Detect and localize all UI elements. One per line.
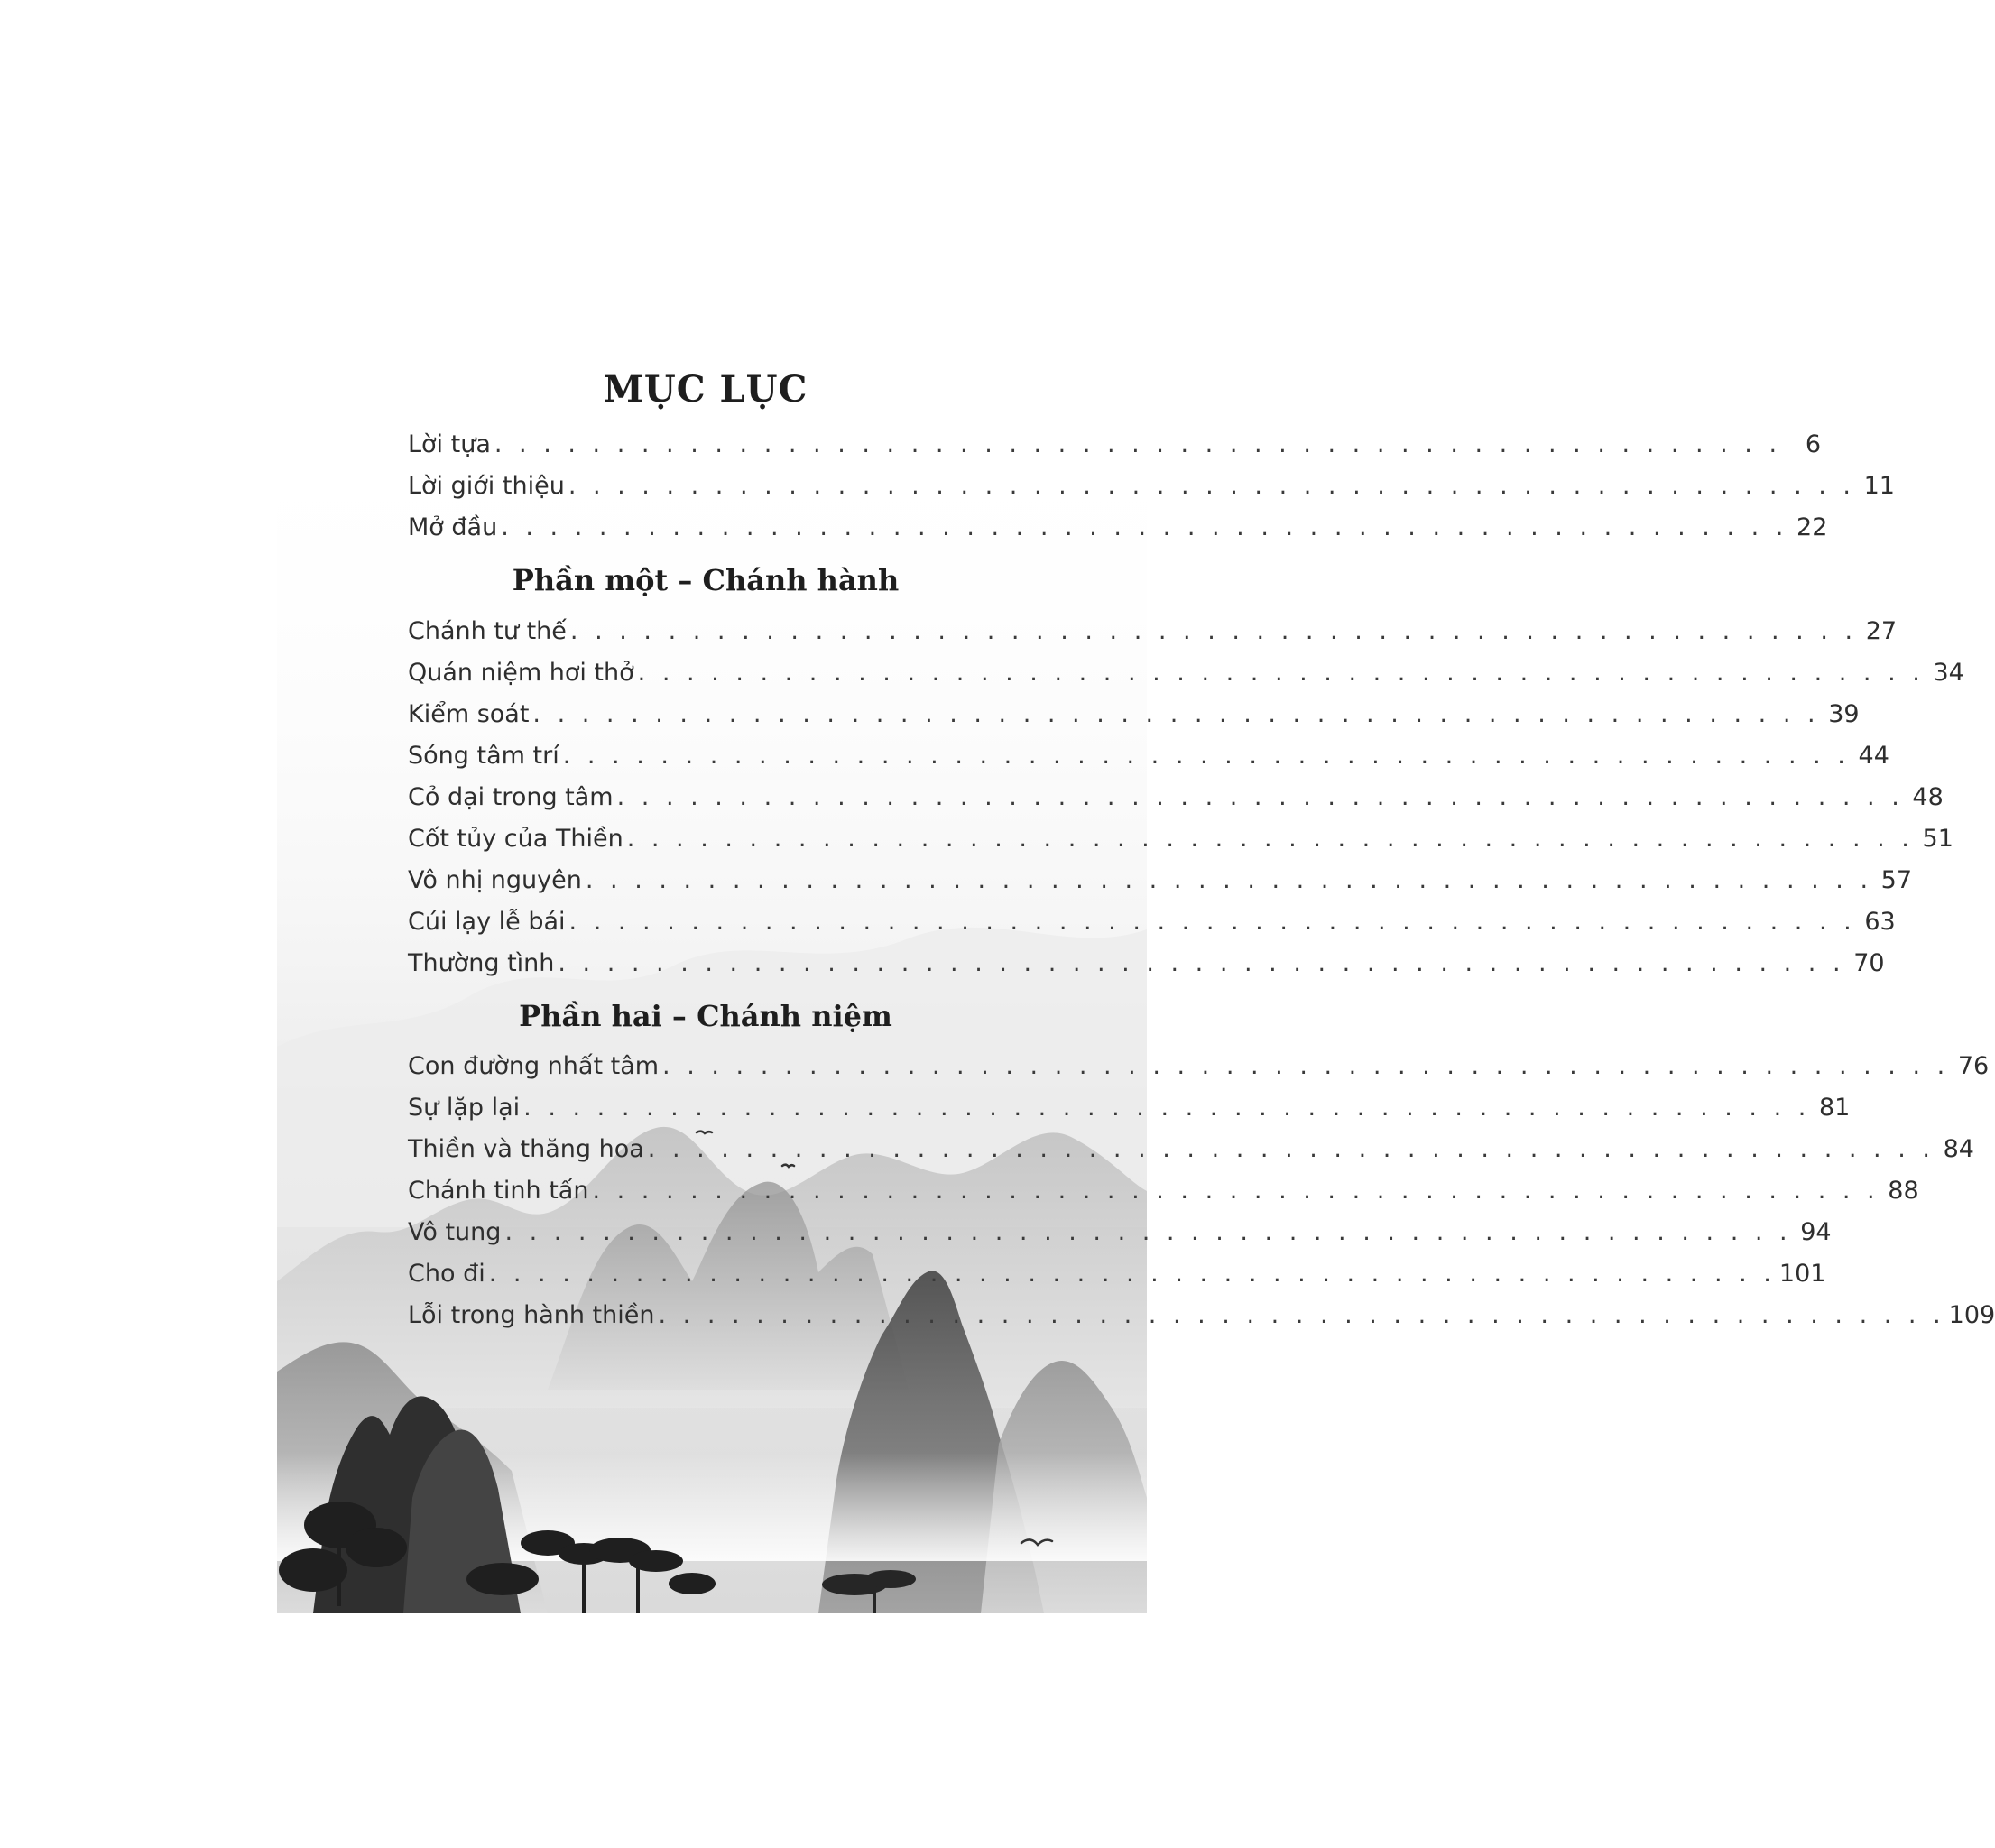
toc-entry-page: 11 <box>1863 472 1895 500</box>
dot-leader: . . . . . . . . . . . . . . . . . . . . . . . . . . . . . . . . . . . . . . . . . . . . . . . . . . . . . <box>647 1135 1935 1163</box>
toc-entry-page: 34 <box>1933 659 1964 687</box>
toc-entry[interactable] <box>408 1135 1974 1171</box>
toc-entry-label: Kiểm soát <box>408 700 530 728</box>
toc-entry[interactable] <box>408 783 1944 819</box>
dot-leader: . . . . . . . . . . . . . . . . . . . . . . . . . . . . . . . . . . . . . . . . . . . . . . . . . . . . . <box>658 1301 1945 1329</box>
toc-entry[interactable] <box>408 659 1964 695</box>
toc-entry-page: 109 <box>1948 1301 1995 1329</box>
toc-entry[interactable] <box>408 1177 1919 1213</box>
toc-entry-label: Lời tựa <box>408 430 491 458</box>
toc-entry[interactable] <box>408 825 1953 861</box>
toc-entry-page: 94 <box>1800 1218 1832 1246</box>
toc-entry[interactable] <box>408 1260 1826 1296</box>
toc-entry[interactable] <box>408 1094 1851 1130</box>
toc-entry-label: Lời giới thiệu <box>408 472 565 500</box>
toc-entry[interactable] <box>408 908 1896 944</box>
toc-entry-label: Cốt tủy của Thiền <box>408 825 623 853</box>
toc-entry-label: Sự lặp lại <box>408 1094 521 1122</box>
dot-leader: . . . . . . . . . . . . . . . . . . . . . . . . . . . . . . . . . . . . . . . . . . . . . . . . . . . . . <box>488 1260 1776 1288</box>
toc-entry-label: Thường tình <box>408 949 555 977</box>
dot-leader: . . . . . . . . . . . . . . . . . . . . . . . . . . . . . . . . . . . . . . . . . . . . . . . . . . . . . <box>501 513 1788 541</box>
section-title-part-two: Phần hai – Chánh niệm <box>519 999 892 1033</box>
dot-leader: . . . . . . . . . . . . . . . . . . . . . . . . . . . . . . . . . . . . . . . . . . . . . . . . . . . . . <box>637 659 1925 687</box>
toc-entry-page: 57 <box>1880 866 1913 894</box>
toc-entry[interactable] <box>408 430 1822 467</box>
dot-leader: . . . . . . . . . . . . . . . . . . . . . . . . . . . . . . . . . . . . . . . . . . . . . . . . . . . . . <box>558 949 1845 977</box>
dot-leader: . . . . . . . . . . . . . . . . . . . . . . . . . . . . . . . . . . . . . . . . . . . . . . . . . . . . . <box>585 866 1873 894</box>
toc-entry-page: 39 <box>1828 700 1860 728</box>
toc-entry-label: Con đường nhất tâm <box>408 1052 660 1080</box>
toc-entry-page: 84 <box>1943 1135 1974 1163</box>
toc-entry-page: 70 <box>1853 949 1885 977</box>
toc-entry-page: 63 <box>1864 908 1896 936</box>
dot-leader: . . . . . . . . . . . . . . . . . . . . . . . . . . . . . . . . . . . . . . . . . . . . . . . . . . . . . <box>523 1094 1811 1122</box>
dot-leader: . . . . . . . . . . . . . . . . . . . . . . . . . . . . . . . . . . . . . . . . . . . . . . . . . . . . . <box>568 908 1856 936</box>
dot-leader: . . . . . . . . . . . . . . . . . . . . . . . . . . . . . . . . . . . . . . . . . . . . . . . . . . . . . <box>532 700 1820 728</box>
toc-entry-label: Vô tung <box>408 1218 502 1246</box>
toc-entry-label: Quán niệm hơi thở <box>408 659 634 687</box>
toc-entry-page: 76 <box>1957 1052 1990 1080</box>
toc-entry[interactable] <box>408 700 1860 736</box>
section-title-part-one: Phần một – Chánh hành <box>512 563 900 597</box>
toc-entry[interactable] <box>408 742 1889 778</box>
toc-entry-label: Cỏ dại trong tâm <box>408 783 614 811</box>
dot-leader: . . . . . . . . . . . . . . . . . . . . . . . . . . . . . . . . . . . . . . . . . . . . . . . . . . . . . <box>568 472 1855 500</box>
toc-entry[interactable] <box>408 1218 1832 1254</box>
dot-leader: . . . . . . . . . . . . . . . . . . . . . . . . . . . . . . . . . . . . . . . . . . . . . . . . . . . . . <box>626 825 1914 853</box>
toc-entry[interactable] <box>408 1301 1995 1337</box>
toc-entry-label: Chánh tư thế <box>408 617 567 645</box>
toc-entry-page: 27 <box>1865 617 1898 645</box>
toc-entry[interactable] <box>408 1052 1990 1088</box>
toc-entry-page: 101 <box>1778 1260 1826 1288</box>
toc-entry-label: Sóng tâm trí <box>408 742 559 770</box>
toc-entry[interactable] <box>408 617 1898 653</box>
dot-leader: . . . . . . . . . . . . . . . . . . . . . . . . . . . . . . . . . . . . . . . . . . . . . . . . . . . . . <box>662 1052 1950 1080</box>
dot-leader: . . . . . . . . . . . . . . . . . . . . . . . . . . . . . . . . . . . . . . . . . . . . . . . . . . . . . <box>616 783 1904 811</box>
toc-entry-label: Cho đi <box>408 1260 485 1288</box>
toc-entry-page: 44 <box>1858 742 1889 770</box>
dot-leader: . . . . . . . . . . . . . . . . . . . . . . . . . . . . . . . . . . . . . . . . . . . . . . . . . . . . . <box>592 1177 1880 1205</box>
dot-leader: . . . . . . . . . . . . . . . . . . . . . . . . . . . . . . . . . . . . . . . . . . . . . . . . . . . . . <box>494 430 1782 458</box>
toc-entry-label: Chánh tinh tấn <box>408 1177 589 1205</box>
toc-entry-label: Vô nhị nguyên <box>408 866 582 894</box>
toc-entry[interactable] <box>408 866 1913 902</box>
toc-entry-page: 81 <box>1818 1094 1851 1122</box>
toc-entry[interactable] <box>408 513 1828 550</box>
dot-leader: . . . . . . . . . . . . . . . . . . . . . . . . . . . . . . . . . . . . . . . . . . . . . . . . . . . . . <box>504 1218 1792 1246</box>
toc-entry[interactable] <box>408 949 1885 985</box>
toc-entry-page: 88 <box>1888 1177 1919 1205</box>
toc-entry-label: Cúi lạy lễ bái <box>408 908 566 936</box>
dot-leader: . . . . . . . . . . . . . . . . . . . . . . . . . . . . . . . . . . . . . . . . . . . . . . . . . . . . . <box>562 742 1850 770</box>
dot-leader: . . . . . . . . . . . . . . . . . . . . . . . . . . . . . . . . . . . . . . . . . . . . . . . . . . . . . <box>569 617 1858 645</box>
toc-title: MỤC LỤC <box>603 368 808 411</box>
toc-entry-page: 6 <box>1805 430 1822 458</box>
toc-entry-page: 22 <box>1796 513 1828 541</box>
toc-entry-label: Mở đầu <box>408 513 498 541</box>
toc-entry-label: Lỗi trong hành thiền <box>408 1301 655 1329</box>
toc-entry-label: Thiền và thăng hoa <box>408 1135 644 1163</box>
toc-entry-page: 51 <box>1922 825 1953 853</box>
toc-entry-page: 48 <box>1912 783 1944 811</box>
toc-entry[interactable] <box>408 472 1895 508</box>
